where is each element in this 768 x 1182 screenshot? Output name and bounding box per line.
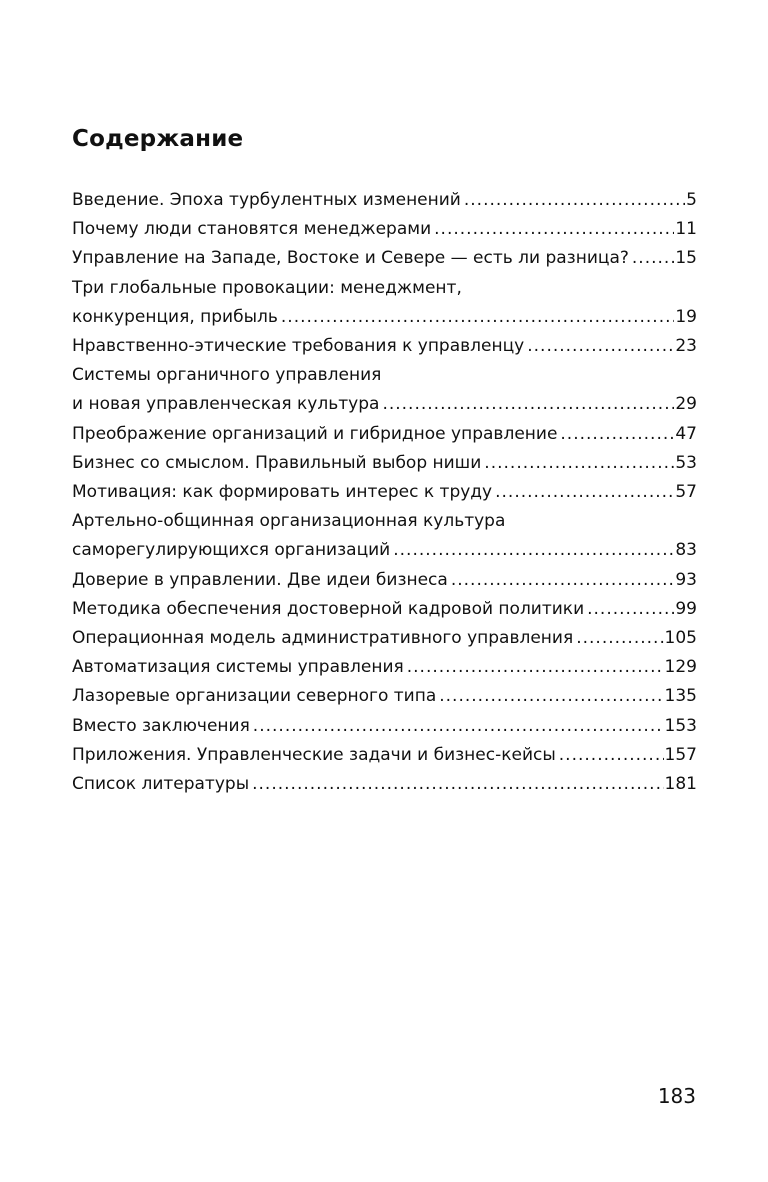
toc-entry	[72, 712, 697, 741]
toc-entry-page: 11	[675, 219, 697, 240]
page-number: 183	[657, 1084, 696, 1108]
toc-entry-title: Автоматизация системы управления	[72, 657, 404, 678]
toc-entry-page: 5	[686, 190, 697, 210]
toc-entry-title-line1: Артельно-общинная организационная культура	[72, 511, 506, 532]
toc-entry-title-line1: Три глобальные провокации: менеджмент,	[72, 277, 462, 298]
toc-entry-page: 23	[675, 336, 697, 357]
dot-leader	[393, 536, 674, 565]
toc-entry-title: Нравственно-этические требования к управленцу	[72, 336, 525, 357]
toc-entry-page: 157	[664, 744, 697, 765]
dot-leader	[527, 332, 674, 361]
toc-line	[72, 478, 697, 507]
toc-line	[72, 420, 697, 449]
toc-entry-title: Управление на Западе, Востоке и Севере — есть ли разница?	[72, 248, 629, 269]
toc-entry-page: 57	[675, 482, 697, 503]
toc-entry	[72, 478, 697, 507]
toc-entry-page: 15	[675, 248, 697, 269]
toc-entry-title: Бизнес со смыслом. Правильный выбор ниши	[72, 452, 482, 473]
toc-entry-title-line2: и новая управленческая культура	[72, 394, 380, 415]
dot-leader	[587, 595, 674, 624]
toc-title: Содержание	[72, 126, 244, 152]
dot-leader	[484, 449, 674, 478]
toc-line	[72, 653, 697, 682]
toc-entry	[72, 624, 697, 653]
toc-line	[72, 682, 697, 711]
toc-line	[72, 595, 697, 624]
toc-line	[72, 215, 697, 244]
toc-entry	[72, 420, 697, 449]
toc-line	[72, 390, 697, 419]
toc-entry	[72, 770, 697, 799]
dot-leader	[464, 186, 685, 215]
toc-entry	[72, 274, 697, 332]
toc-entry-title: Доверие в управлении. Две идеи бизнеса	[72, 569, 448, 590]
toc-line	[72, 566, 697, 595]
toc-entry-page: 99	[675, 598, 697, 619]
toc-entry-page: 47	[675, 423, 697, 444]
toc-entry-title: Список литературы	[72, 774, 250, 795]
dot-leader	[632, 244, 674, 273]
toc-line	[72, 741, 697, 770]
dot-leader	[407, 653, 664, 682]
toc-entry-title: Почему люди становятся менеджерами	[72, 219, 432, 240]
toc-entry	[72, 595, 697, 624]
toc-line	[72, 303, 697, 332]
toc-entry	[72, 682, 697, 711]
dot-leader	[495, 478, 674, 507]
toc-line	[72, 332, 697, 361]
toc-entry-page: 129	[664, 657, 697, 678]
dot-leader	[253, 712, 664, 741]
toc-entry-page: 105	[664, 628, 697, 649]
toc-entry-page: 135	[664, 686, 697, 707]
toc-line	[72, 624, 697, 653]
toc-entry-page: 29	[675, 394, 697, 415]
toc-entry	[72, 566, 697, 595]
toc-entry-title: Методика обеспечения достоверной кадровой политики	[72, 598, 585, 619]
toc-line	[72, 536, 697, 565]
dot-leader	[576, 624, 663, 653]
dot-leader	[382, 390, 674, 419]
toc-entry-title: Приложения. Управленческие задачи и бизнес-кейсы	[72, 744, 556, 765]
toc-line	[72, 712, 697, 741]
toc-line	[72, 244, 697, 273]
toc-entry-title: Преображение организаций и гибридное управление	[72, 423, 558, 444]
toc-entry-page: 153	[664, 715, 697, 736]
toc-entry-title: Мотивация: как формировать интерес к труду	[72, 482, 493, 503]
toc-entry	[72, 332, 697, 361]
toc-entry-title-line2: саморегулирующихся организаций	[72, 540, 391, 561]
toc-entry	[72, 653, 697, 682]
toc-entry	[72, 507, 697, 565]
toc-entry	[72, 449, 697, 478]
toc-entry-page: 181	[664, 774, 697, 795]
toc-list	[72, 186, 697, 799]
toc-line	[72, 770, 697, 799]
toc-entry	[72, 244, 697, 273]
toc-entry	[72, 361, 697, 419]
dot-leader	[451, 566, 675, 595]
toc-entry-page: 53	[675, 452, 697, 473]
toc-entry-title: Лазоревые организации северного типа	[72, 686, 437, 707]
toc-line	[72, 449, 697, 478]
toc-entry	[72, 215, 697, 244]
toc-entry-title-line2: конкуренция, прибыль	[72, 306, 278, 327]
dot-leader	[560, 420, 674, 449]
dot-leader	[434, 215, 674, 244]
toc-entry-page: 19	[675, 306, 697, 327]
dot-leader	[559, 741, 664, 770]
toc-entry-page: 93	[675, 569, 697, 590]
toc-entry	[72, 741, 697, 770]
dot-leader	[252, 770, 663, 799]
toc-entry-title: Операционная модель административного управления	[72, 628, 574, 649]
toc-entry-title-line1: Системы органичного управления	[72, 365, 382, 386]
dot-leader	[281, 303, 674, 332]
toc-line	[72, 186, 697, 215]
toc-entry	[72, 186, 697, 215]
toc-entry-title: Вместо заключения	[72, 715, 250, 736]
toc-entry-page: 83	[675, 540, 697, 561]
dot-leader	[439, 682, 663, 711]
toc-entry-title: Введение. Эпоха турбулентных изменений	[72, 190, 461, 210]
